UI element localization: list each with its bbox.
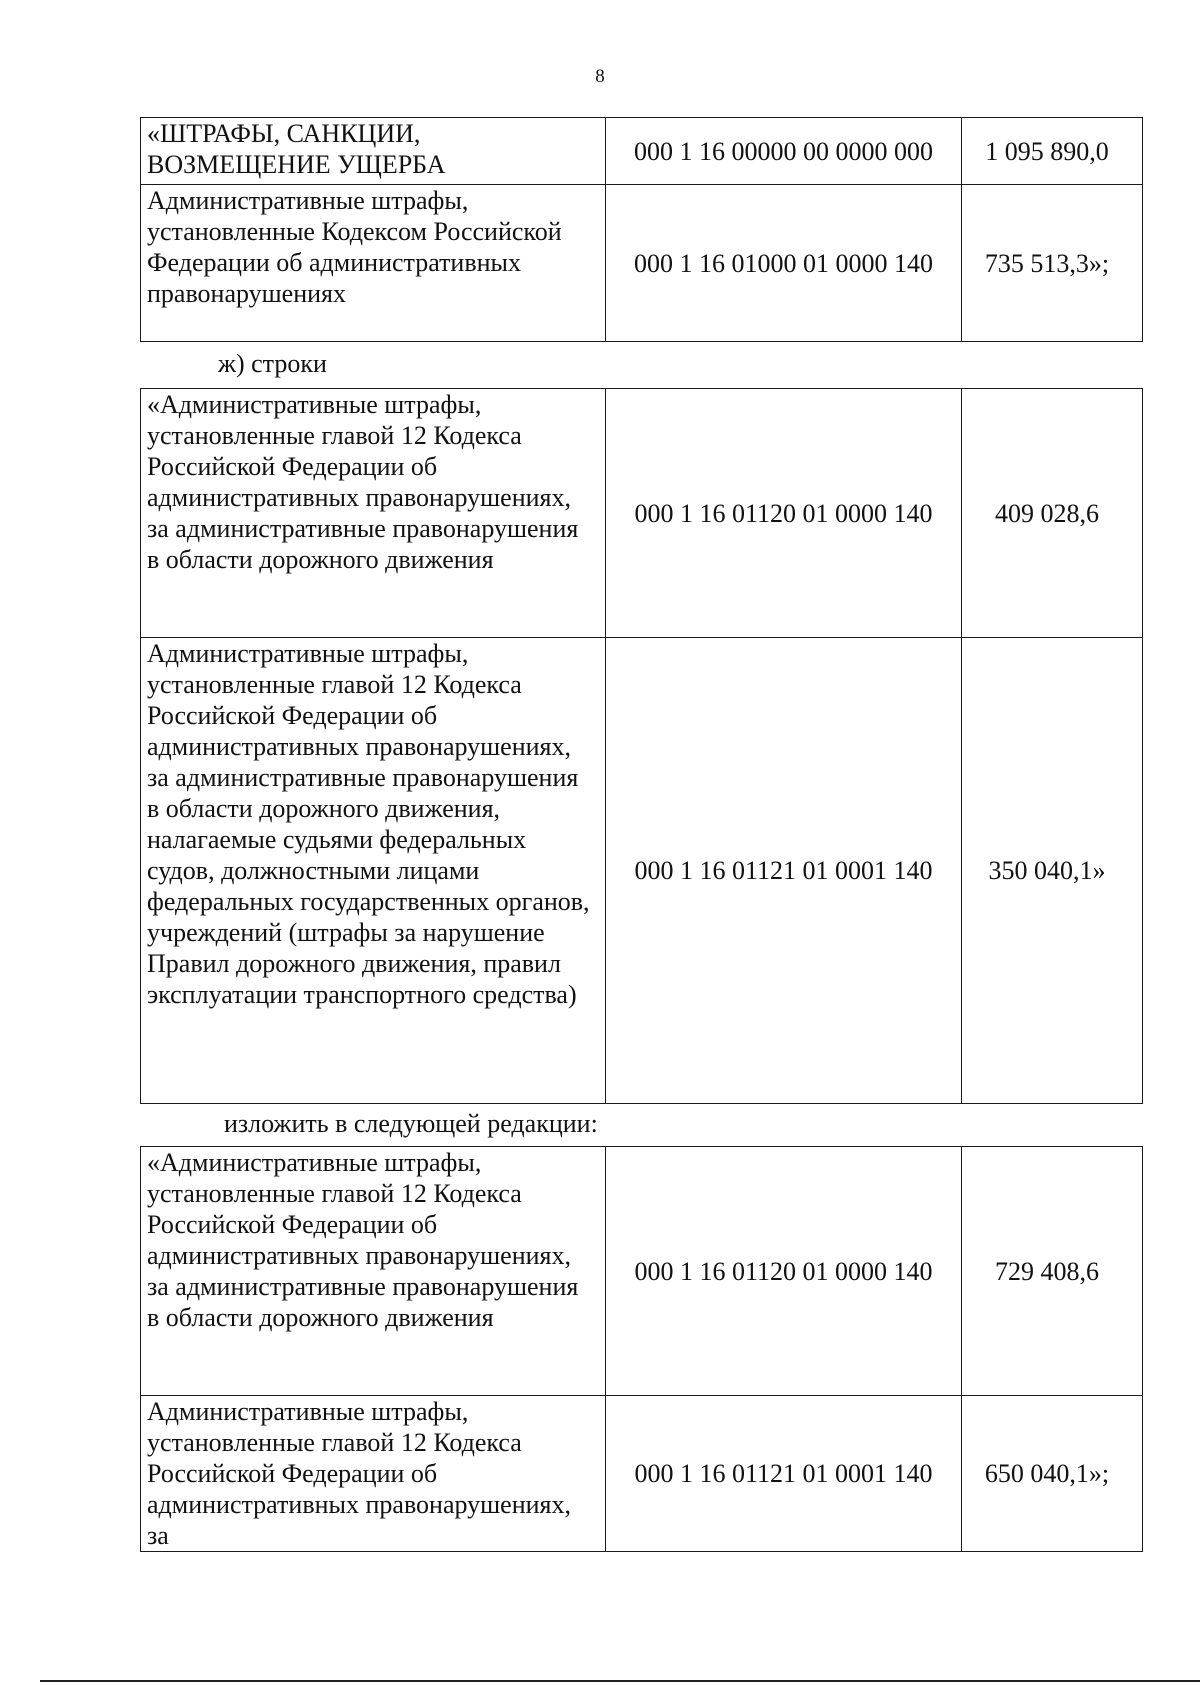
row-code: 000 1 16 01121 01 0001 140 xyxy=(606,1396,962,1552)
row-code: 000 1 16 01120 01 0000 140 xyxy=(606,1147,962,1396)
row-amount: 735 513,3»; xyxy=(962,185,1143,342)
row-amount: 409 028,6 xyxy=(962,389,1143,638)
row-name: Административные штрафы, установленные Кодексом Российской Федерации об административных правонарушениях xyxy=(141,185,606,342)
row-code: 000 1 16 01121 01 0001 140 xyxy=(606,638,962,1104)
row-name: Административные штрафы, установленные главой 12 Кодекса Российской Федерации об административных правонарушениях, за административные правонарушения в области дорожного движения, налагаемые судьями федеральных судов, должностными лицами федеральных государственных органов, учреждений (штрафы за нарушение Правил дорожного движения, правил эксплуатации транспортного средства) xyxy=(141,638,606,1104)
budget-table-current-wording xyxy=(140,388,1143,1104)
table-row xyxy=(141,638,1143,1104)
amendment-note-lines: ж) строки xyxy=(218,349,327,378)
budget-table-new-wording xyxy=(140,1146,1143,1552)
budget-table-preceding xyxy=(140,117,1143,342)
row-code: 000 1 16 00000 00 0000 000 xyxy=(606,118,962,185)
row-amount: 1 095 890,0 xyxy=(962,118,1143,185)
row-name: «Административные штрафы, установленные главой 12 Кодекса Российской Федерации об административных правонарушениях, за административные правонарушения в области дорожного движения xyxy=(141,389,606,638)
row-amount: 650 040,1»; xyxy=(962,1396,1143,1552)
table-row xyxy=(141,1396,1143,1552)
table-row xyxy=(141,1147,1143,1396)
footer-divider xyxy=(40,1680,1200,1682)
row-name: Административные штрафы, установленные главой 12 Кодекса Российской Федерации об административных правонарушениях, за xyxy=(141,1396,606,1552)
row-code: 000 1 16 01000 01 0000 140 xyxy=(606,185,962,342)
amendment-note-new-wording: изложить в следующей редакции: xyxy=(224,1109,598,1138)
row-amount: 729 408,6 xyxy=(962,1147,1143,1396)
row-amount: 350 040,1» xyxy=(962,638,1143,1104)
table-row xyxy=(141,389,1143,638)
table-row xyxy=(141,118,1143,185)
page-number: 8 xyxy=(595,66,605,87)
row-code: 000 1 16 01120 01 0000 140 xyxy=(606,389,962,638)
row-name: «Административные штрафы, установленные главой 12 Кодекса Российской Федерации об административных правонарушениях, за административные правонарушения в области дорожного движения xyxy=(141,1147,606,1396)
row-name: «ШТРАФЫ, САНКЦИИ, ВОЗМЕЩЕНИЕ УЩЕРБА xyxy=(141,118,606,185)
table-row xyxy=(141,185,1143,342)
